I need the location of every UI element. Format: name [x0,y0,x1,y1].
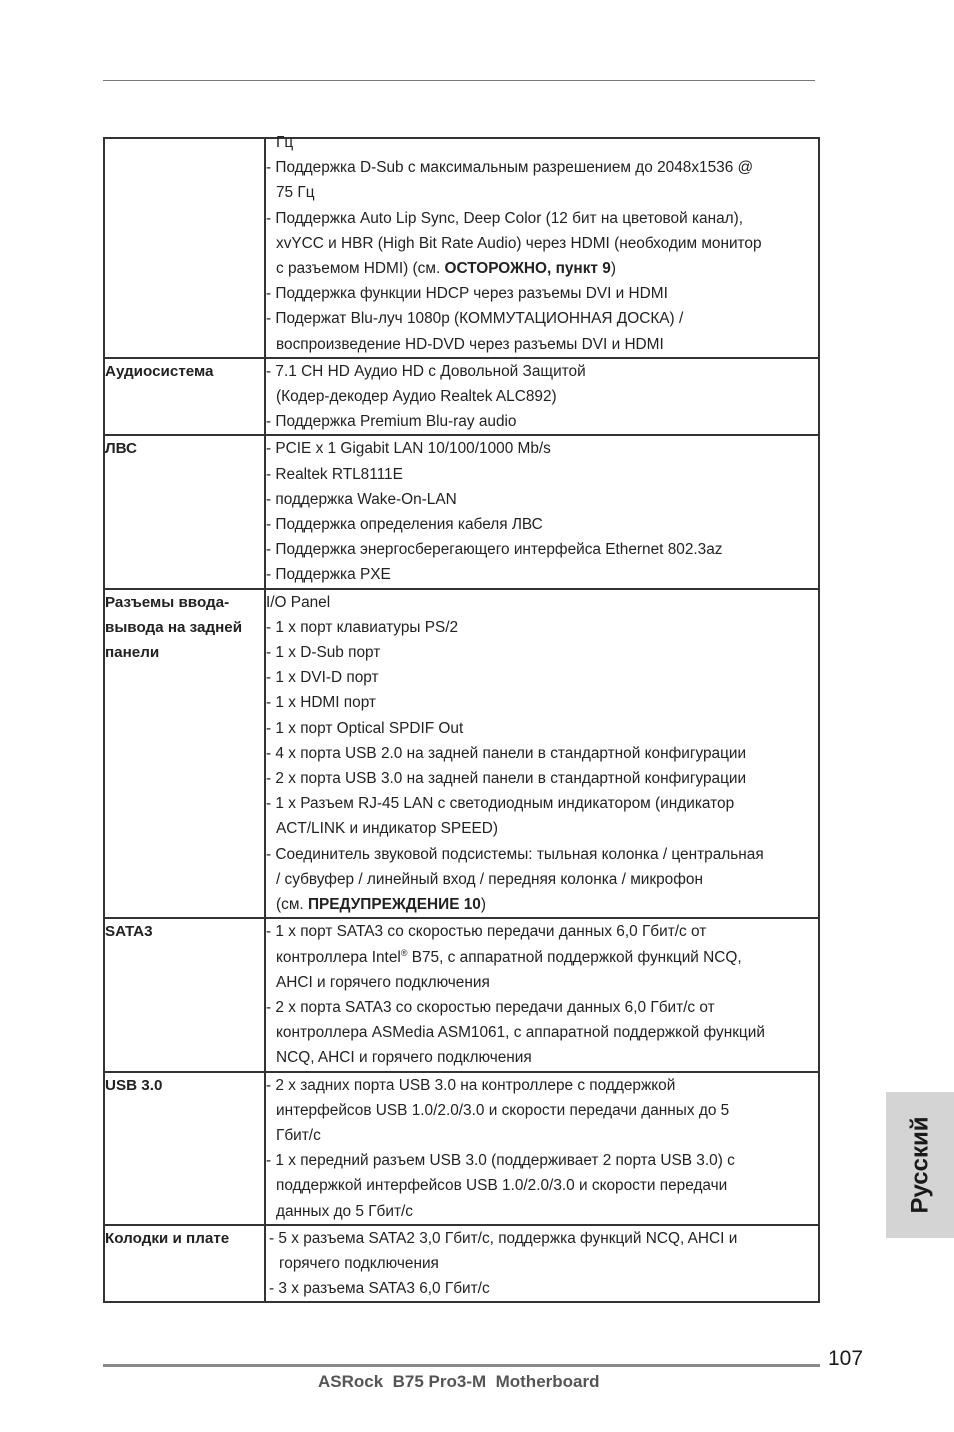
spec-line-text: - 3 x разъема SATA3 6,0 Гбит/с [269,1280,490,1298]
spec-line-text: - 1 x D-Sub порт [266,644,381,662]
spec-line-text: - Поддержка PXE [266,566,391,584]
spec-line-text-tail: B75, с аппаратной поддержкой функций NCQ, [407,948,742,966]
spec-label: Колодки и плате [104,1225,265,1303]
spec-line-text: - 2 x порта SATA3 со скоростью передачи данных 6,0 Гбит/с от [266,998,715,1016]
spec-line-text: контроллера ASMedia ASM1061, с аппаратной поддержкой функций [276,1024,765,1042]
spec-line-text: - поддержка Wake-On-LAN [266,490,457,508]
spec-line-text: NCQ, AHCI и горячего подключения [276,1049,532,1067]
spec-line-text: - 1 x DVI-D порт [266,669,379,687]
spec-line [266,384,818,409]
spec-line-text: - Realtek RTL8111E [266,465,403,483]
spec-line [266,155,818,180]
spec-content [265,134,819,358]
spec-line-text: (Кодер-декодер Аудио Realtek ALC892) [276,388,557,406]
spec-content [265,589,819,919]
spec-line [266,640,818,665]
spec-line-text: контроллера Intel [276,948,401,966]
spec-line [266,867,818,892]
spec-content [265,358,819,436]
spec-line-text: Гц [276,134,294,151]
spec-row [104,918,819,1071]
spec-line-text: - Поддержка энергосберегающего интерфейса Ethernet 802.3az [266,541,723,559]
spec-line-text: - Поддержка Auto Lip Sync, Deep Color (12 бит на цветовой канал), [266,209,744,227]
spec-line [266,816,818,841]
spec-line-emphasis: ПРЕДУПРЕЖДЕНИЕ 10 [307,896,481,914]
spec-line [266,1123,818,1148]
spec-row [104,1225,819,1303]
spec-line [266,590,818,615]
spec-line [266,130,818,155]
spec-content [265,435,819,588]
spec-line-text: - Поддержка Premium Blu-ray audio [266,413,517,431]
spec-line [266,1199,818,1224]
spec-line-text: с разъемом HDMI) (см. [276,260,445,278]
spec-line-text: - 4 x порта USB 2.0 на задней панели в стандартной конфигурации [266,744,747,762]
spec-row [104,138,819,358]
top-rule [103,80,815,81]
spec-line [266,180,818,205]
spec-label: SATA3 [104,918,265,1071]
spec-line-text: - 1 x передний разъем USB 3.0 (поддерживает 2 порта USB 3.0) с [266,1152,735,1170]
spec-line-text: интерфейсов USB 1.0/2.0/3.0 и скорости передачи данных до 5 [276,1101,730,1119]
spec-line [266,359,818,384]
spec-line-text-tail: ) [610,260,616,278]
spec-label: Аудиосистема [104,358,265,436]
spec-line [266,1148,818,1173]
spec-line-text: (см. [276,896,308,914]
spec-line-text: - 5 x разъема SATA2 3,0 Гбит/с, поддержка функций NCQ, AHCI и [269,1229,738,1247]
registered-mark: ® [400,947,408,958]
spec-row [104,1072,819,1225]
spec-content [265,1072,819,1225]
spec-line-text: - Соединитель звуковой подсистемы: тыльная колонка / центральная [266,845,764,863]
spec-label-line: вывода на задней [105,618,243,636]
spec-line [266,615,818,640]
spec-line-text: I/O Panel [266,593,331,611]
spec-line-text-tail: ) [480,896,486,914]
spec-line [266,919,818,944]
spec-line [266,1226,818,1251]
spec-label: USB 3.0 [104,1072,265,1225]
spec-line-text: - Подержат Blu-луч 1080p (КОММУТАЦИОННАЯ ДОСКА) / [266,310,684,328]
spec-line [266,562,818,587]
spec-line [266,741,818,766]
spec-line-text: - Поддержка определения кабеля ЛВС [266,516,543,534]
spec-row [104,358,819,436]
spec-label [104,589,265,919]
spec-line [266,1073,818,1098]
spec-line [266,487,818,512]
spec-line-text: - 2 x задних порта USB 3.0 на контроллере с поддержкой [266,1076,676,1094]
spec-line [266,945,818,970]
spec-line [266,409,818,434]
spec-line-text: / субвуфер / линейный вход / передняя колонка / микрофон [276,870,703,888]
spec-line [266,791,818,816]
spec-line [266,665,818,690]
spec-line-text: - 7.1 CH HD Аудио HD с Довольной Защитой [266,362,586,380]
spec-row [104,589,819,919]
spec-line-text: воспроизведение HD-DVD через разъемы DVI и HDMI [276,335,664,353]
footer-rule [103,1364,820,1367]
spec-line-text: - 1 x Разъем RJ-45 LAN с светодиодным индикатором (индикатор [266,795,735,813]
spec-line [266,892,818,917]
spec-line-text: - 1 x порт Optical SPDIF Out [266,719,464,737]
spec-line [266,766,818,791]
spec-line [266,842,818,867]
spec-line [266,1251,818,1276]
spec-table [103,134,820,1303]
spec-line-text: AHCI и горячего подключения [276,973,490,991]
spec-label-line: панели [105,644,160,662]
spec-line [266,995,818,1020]
spec-line [266,1020,818,1045]
spec-line [266,512,818,537]
spec-label-line: Разъемы ввода- [105,593,230,611]
spec-line [266,716,818,741]
spec-label: ЛВС [104,435,265,588]
spec-line-text: поддержкой интерфейсов USB 1.0/2.0/3.0 и скорости передачи [276,1177,728,1195]
spec-line [266,970,818,995]
spec-line [266,537,818,562]
spec-line-text: - Поддержка D-Sub с максимальным разрешением до 2048x1536 @ [266,159,754,177]
spec-line-text: - 1 x HDMI порт [266,694,376,712]
spec-content [265,1225,819,1303]
spec-line [266,281,818,306]
spec-line-text: - 1 x порт SATA3 со скоростью передачи данных 6,0 Гбит/с от [266,923,707,941]
spec-line-text: ACT/LINK и индикатор SPEED) [276,820,498,838]
spec-content [265,918,819,1071]
language-tab [886,1092,954,1238]
spec-label [104,138,265,358]
spec-line [266,1173,818,1198]
spec-line [266,462,818,487]
spec-line [266,306,818,331]
spec-line [266,1045,818,1070]
spec-line-text: - PCIE x 1 Gigabit LAN 10/100/1000 Mb/s [266,440,551,458]
spec-line-text: данных до 5 Гбит/с [276,1202,413,1220]
spec-line-text: - 1 x порт клавиатуры PS/2 [266,618,459,636]
spec-line [266,256,818,281]
spec-line [266,1276,818,1301]
spec-line-text: горячего подключения [279,1254,439,1272]
spec-line [266,231,818,256]
spec-line-text: xvYCC и HBR (High Bit Rate Audio) через HDMI (необходим монитор [276,234,762,252]
spec-line-text: Гбит/с [276,1126,321,1144]
spec-line [266,206,818,231]
page-number: 107 [828,1347,864,1370]
spec-table-body [104,134,819,1302]
spec-line [266,332,818,357]
spec-line [266,436,818,461]
spec-line-text: - 2 x порта USB 3.0 на задней панели в стандартной конфигурации [266,770,747,788]
footer-product-name: ASRock B75 Pro3-M Motherboard [318,1372,600,1391]
spec-line [266,1098,818,1123]
spec-line [266,690,818,715]
spec-line-text: 75 Гц [276,184,315,202]
spec-line-emphasis: ОСТОРОЖНО, пункт 9 [444,260,611,278]
language-tab-label: Русский [906,1116,934,1214]
spec-row [104,435,819,588]
spec-line-text: - Поддержка функции HDCP через разъемы DVI и HDMI [266,285,668,303]
